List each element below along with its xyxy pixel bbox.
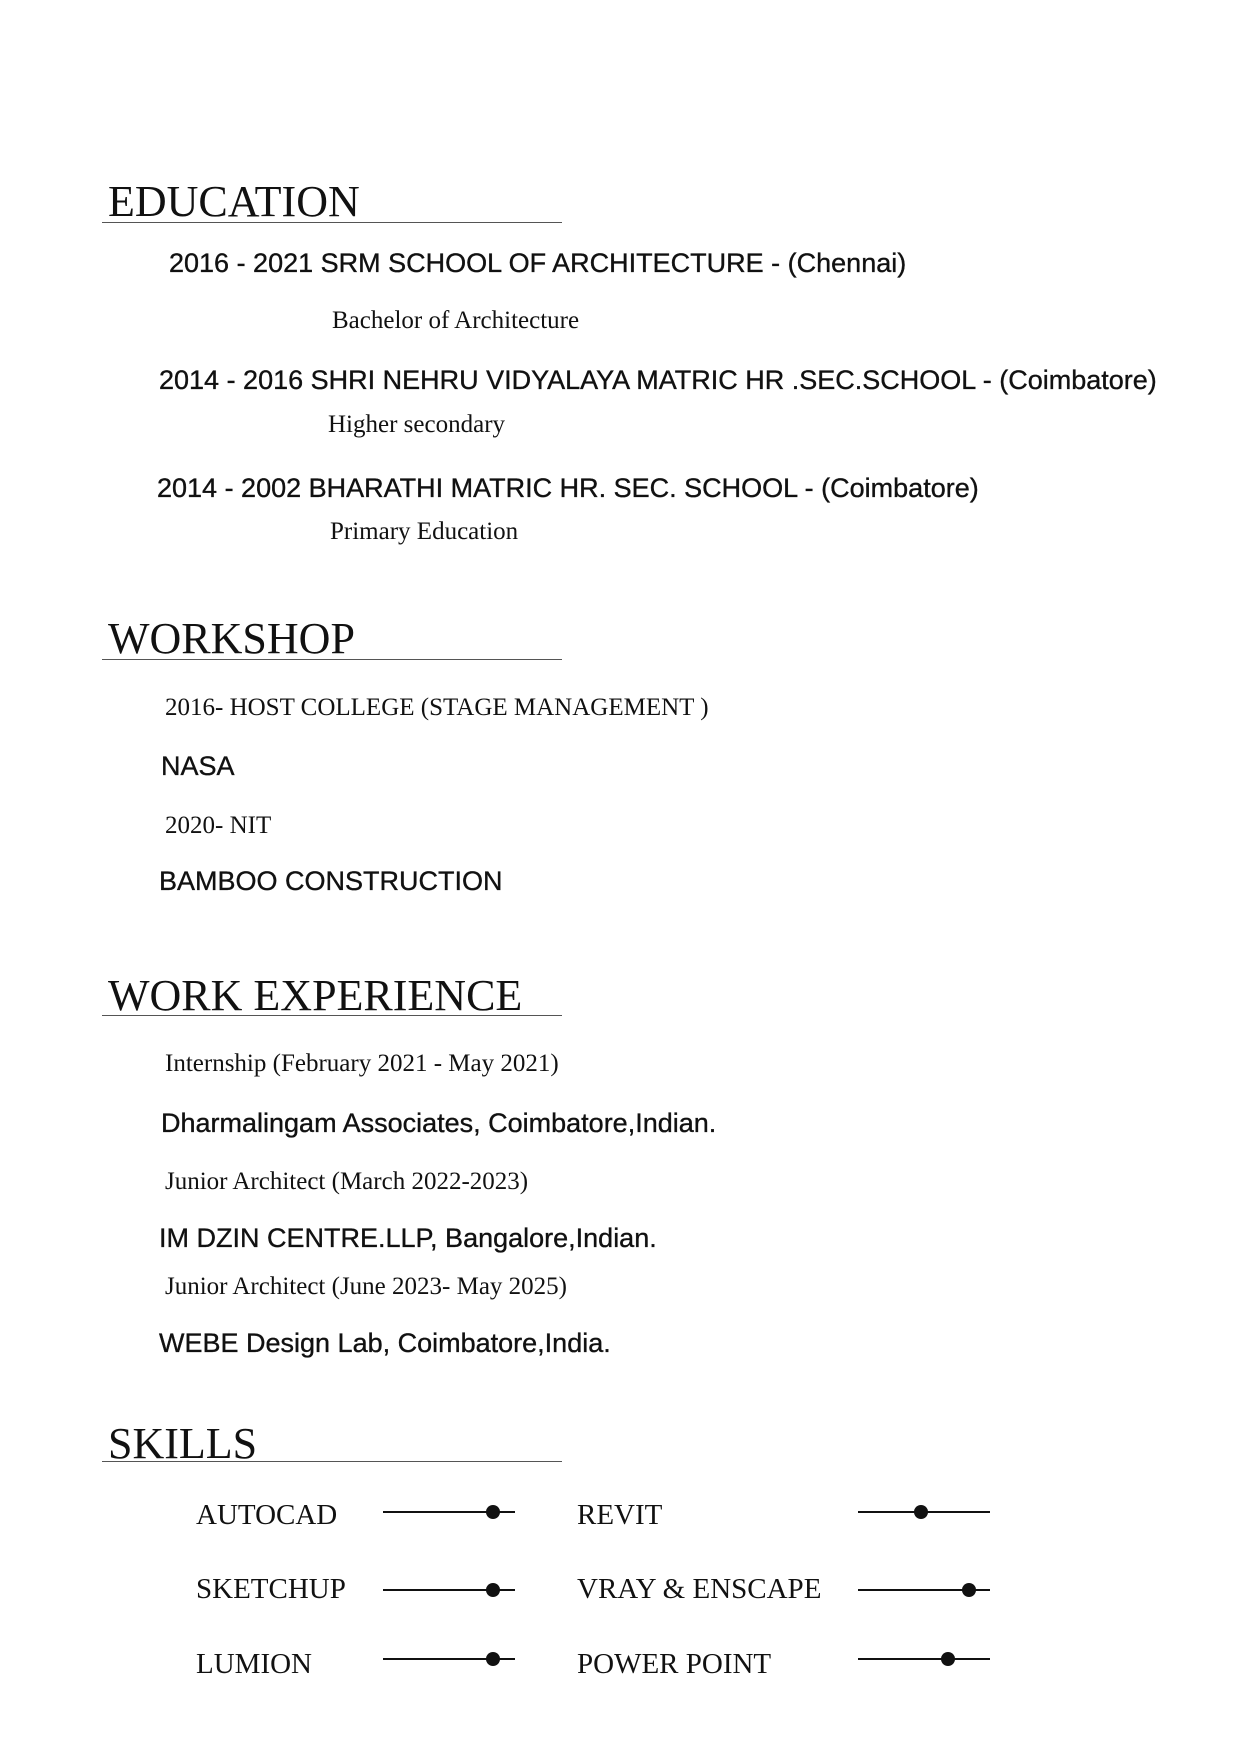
workshop-entry-name: BAMBOO CONSTRUCTION <box>159 866 503 896</box>
work-entry-role: Junior Architect (June 2023- May 2025) <box>165 1273 568 1300</box>
skill-level-bar <box>383 1649 515 1669</box>
work-entry-role: Junior Architect (March 2022-2023) <box>165 1168 529 1195</box>
work-entry-role: Internship (February 2021 - May 2021) <box>165 1050 559 1077</box>
skill-level-bar <box>858 1580 990 1600</box>
education-entry-heading: 2014 - 2016 SHRI NEHRU VIDYALAYA MATRIC HR .SEC.SCHOOL - (Coimbatore) <box>159 365 1157 395</box>
skills-divider <box>102 1461 562 1462</box>
education-entry-detail: Primary Education <box>330 518 519 545</box>
skill-knob <box>962 1583 976 1597</box>
skill-level-bar <box>383 1502 515 1522</box>
workshop-divider <box>102 659 562 660</box>
skill-label: AUTOCAD <box>196 1499 338 1531</box>
skill-label: POWER POINT <box>577 1648 772 1680</box>
work-experience-divider <box>102 1015 562 1016</box>
work-entry-company: IM DZIN CENTRE.LLP, Bangalore,Indian. <box>159 1223 657 1253</box>
skill-level-bar <box>858 1649 990 1669</box>
skill-knob <box>941 1652 955 1666</box>
education-divider <box>102 222 562 223</box>
skill-level-bar <box>383 1580 515 1600</box>
workshop-entry-date: 2020- NIT <box>165 812 272 839</box>
workshop-entry-name: NASA <box>161 751 235 781</box>
skill-label: VRAY & ENSCAPE <box>577 1573 822 1605</box>
education-entry-heading: 2014 - 2002 BHARATHI MATRIC HR. SEC. SCHOOL - (Coimbatore) <box>157 473 979 503</box>
skill-level-bar <box>858 1502 990 1522</box>
skill-knob <box>486 1505 500 1519</box>
skill-knob <box>486 1652 500 1666</box>
work-entry-company: WEBE Design Lab, Coimbatore,India. <box>159 1328 611 1358</box>
workshop-title: WORKSHOP <box>108 614 355 663</box>
workshop-entry-date: 2016- HOST COLLEGE (STAGE MANAGEMENT ) <box>165 694 709 721</box>
skill-knob <box>486 1583 500 1597</box>
skill-label: REVIT <box>577 1499 663 1531</box>
education-entry-heading: 2016 - 2021 SRM SCHOOL OF ARCHITECTURE - (Chennai) <box>169 248 907 278</box>
skill-label: SKETCHUP <box>196 1573 346 1605</box>
work-entry-company: Dharmalingam Associates, Coimbatore,Indian. <box>161 1108 717 1138</box>
skill-knob <box>914 1505 928 1519</box>
skills-title: SKILLS <box>108 1419 258 1468</box>
work-experience-title: WORK EXPERIENCE <box>108 971 523 1020</box>
skill-label: LUMION <box>196 1648 312 1680</box>
education-entry-detail: Bachelor of Architecture <box>332 307 580 334</box>
education-entry-detail: Higher secondary <box>328 411 506 438</box>
education-title: EDUCATION <box>108 177 360 226</box>
